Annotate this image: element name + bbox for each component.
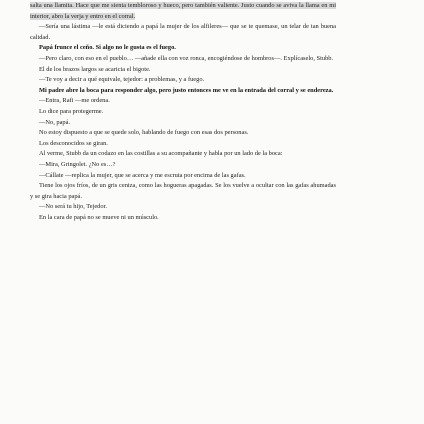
- paragraph: No estoy dispuesto a que se quede solo, hablando de fuego con esas dos personas.: [39, 129, 249, 137]
- paragraph: Mi padre abre la boca para responder algo, pero justo entonces me ve en la entrada del corral y se endereza.: [39, 86, 334, 94]
- paragraph: —Sería una lástima —le está diciendo a papá la mujer de los alfileres— que se te quemase, un telar de tan buena calidad.: [30, 23, 336, 41]
- body-text: [30, 1, 336, 223]
- paragraph: —No será tu hijo, Tejedor.: [39, 203, 107, 211]
- paragraph: Al verme, Stubb da un codazo en las costillas a su acompañante y habla por un lado de la boca:: [39, 150, 283, 158]
- highlighted-text: salta una llamita. Hace que me sienta tembloroso y hueco, pero también valiente. Justo cuando se aviva la llama en mi interior, abro la verja y entro en el corral.: [30, 2, 336, 20]
- paragraph: Los desconocidos se giran.: [39, 139, 108, 147]
- paragraph: —Cállate —replica la mujer, que se acerca y me escruta por encima de las gafas.: [39, 171, 246, 179]
- paragraph: [30, 1, 336, 22]
- paragraph: —Mira, Gringolet. ¿No es…?: [39, 160, 116, 168]
- paragraph: En la cara de papá no se mueve ni un músculo.: [39, 213, 159, 221]
- paragraph: Lo dice para protegerme.: [39, 107, 104, 115]
- paragraph: —No, papá.: [39, 118, 71, 126]
- paragraph: —Pero claro, con eso en el pueblo… —añade ella con voz ronca, encogiéndose de hombros—. Explícaselo, Stubb.: [39, 54, 334, 62]
- paragraph: —Entra, Rafi —me ordena.: [39, 97, 110, 105]
- paragraph: Papá frunce el ceño. Si algo no le gusta es el fuego.: [39, 44, 176, 52]
- paragraph: El de los brazos largos se acaricia el bigote.: [39, 65, 151, 73]
- paragraph: —Te voy a decir a qué equivale, tejedor: a problemas, y a fuego.: [39, 76, 205, 84]
- paragraph: Tiene los ojos fríos, de un gris ceniza, como las hogueras apagadas. Se los vuelve a ocultar con las gafas ahumadas y se gira hacia papá.: [30, 182, 336, 200]
